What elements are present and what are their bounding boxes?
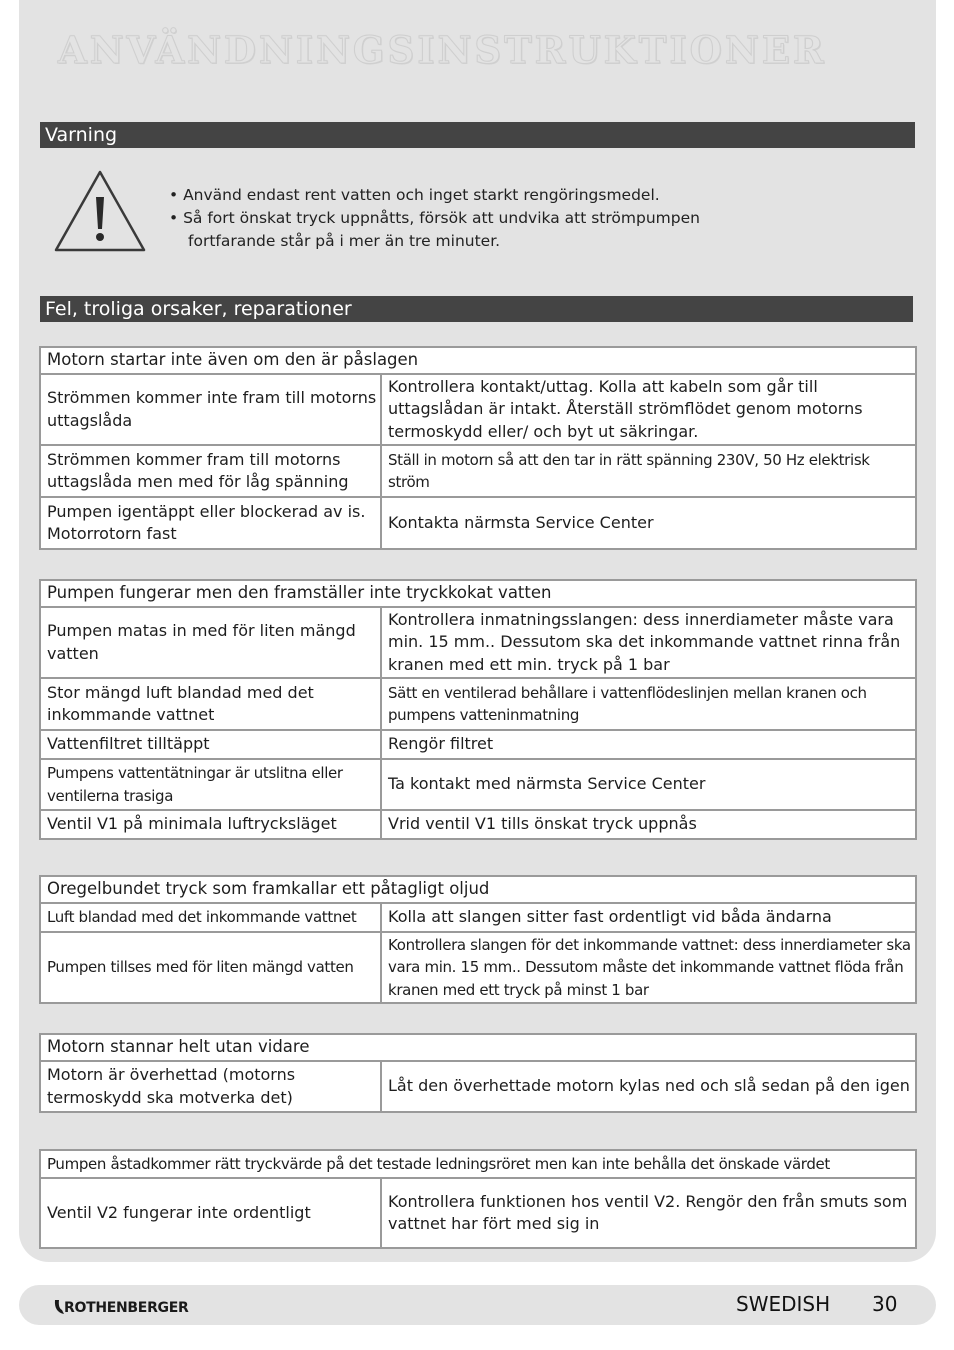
cause-cell: Pumpen matas in med för liten mängd vatten <box>40 607 381 678</box>
remedy-cell: Kolla att slangen sitter fast ordentligt vid båda ändarna <box>381 903 916 932</box>
cause-cell: Strömmen kommer fram till motorns uttagslåda men med för låg spänning <box>40 445 381 497</box>
remedy-cell: Kontrollera kontakt/uttag. Kolla att kabeln som går till uttagslådan är intakt. Återställ strömflödet genom motorns termoskydd eller/ och byt ut säkringar. <box>381 374 916 445</box>
remedy-cell: Vrid ventil V1 tills önskat tryck uppnås <box>381 810 916 839</box>
warning-bullet-continuation: fortfarande står på i mer än tre minuter. <box>188 232 501 250</box>
remedy-cell: Kontrollera slangen för det inkommande vattnet: dess innerdiameter ska vara min. 15 mm.. Dessutom måste det inkommande vattnet flöda från kranen med ett tryck på minst 1 bar <box>381 932 916 1003</box>
language-label: SWEDISH <box>736 1292 831 1316</box>
remedy-cell: Låt den överhettade motorn kylas ned och slå sedan på den igen <box>381 1061 916 1112</box>
remedy-cell: Ställ in motorn så att den tar in rätt spänning 230V, 50 Hz elektrisk ström <box>381 445 916 497</box>
cause-cell: Pumpen igentäppt eller blockerad av is. Motorrotorn fast <box>40 497 381 549</box>
fault-table <box>39 346 917 550</box>
page-title: ANVÄNDNINGSINSTRUKTIONER <box>58 28 827 72</box>
cause-cell: Vattenfiltret tilltäppt <box>40 730 381 759</box>
warning-triangle-icon <box>53 169 147 253</box>
remedy-cell: Kontrollera inmatningsslangen: dess innerdiameter måste vara min. 15 mm.. Dessutom ska det inkommande vattnet rinna från kranen med ett min. tryck på 1 bar <box>381 607 916 678</box>
remedy-cell: Rengör filtret <box>381 730 916 759</box>
cause-cell: Motorn är överhettad (motorns termoskydd ska motverka det) <box>40 1061 381 1112</box>
cause-cell: Luft blandad med det inkommande vattnet <box>40 903 381 932</box>
cause-cell: Pumpen tillses med för liten mängd vatten <box>40 932 381 1003</box>
cause-cell: Pumpens vattentätningar är utslitna eller ventilerna trasiga <box>40 759 381 810</box>
fault-table-title: Pumpen åstadkommer rätt tryckvärde på det testade ledningsröret men kan inte behålla det önskade värdet <box>40 1150 916 1178</box>
remedy-cell: Kontrollera funktionen hos ventil V2. Rengör den från smuts som vattnet har fört med sig in <box>381 1178 916 1248</box>
warning-bullet: • Använd endast rent vatten och inget starkt rengöringsmedel. <box>169 186 660 204</box>
fault-table <box>39 579 917 840</box>
cause-cell: Ventil V2 fungerar inte ordentligt <box>40 1178 381 1248</box>
warning-list <box>169 184 729 253</box>
remedy-cell: Kontakta närmsta Service Center <box>381 497 916 549</box>
remedy-cell: Ta kontakt med närmsta Service Center <box>381 759 916 810</box>
warning-bullet: • Så fort önskat tryck uppnåtts, försök att undvika att strömpumpen <box>169 209 700 227</box>
faults-heading: Fel, troliga orsaker, reparationer <box>40 296 913 322</box>
fault-table-title: Motorn stannar helt utan vidare <box>40 1034 916 1061</box>
cause-cell: Strömmen kommer inte fram till motorns uttagslåda <box>40 374 381 445</box>
cause-cell: Ventil V1 på minimala luftrycksläget <box>40 810 381 839</box>
remedy-cell: Sätt en ventilerad behållare i vattenflödeslinjen mellan kranen och pumpens vatteninmatning <box>381 678 916 730</box>
fault-table <box>39 875 917 1004</box>
fault-table <box>39 1033 917 1113</box>
fault-table-title: Pumpen fungerar men den framställer inte tryckkokat vatten <box>40 580 916 607</box>
logo-text: ROTHENBERGER <box>64 1300 189 1316</box>
page-number: 30 <box>872 1292 898 1316</box>
rothenberger-logo <box>52 1294 212 1320</box>
warning-heading: Varning <box>40 122 915 148</box>
fault-table-title: Motorn startar inte även om den är påslagen <box>40 347 916 374</box>
fault-table-title: Oregelbundet tryck som framkallar ett påtagligt oljud <box>40 876 916 903</box>
fault-table <box>39 1149 917 1249</box>
cause-cell: Stor mängd luft blandad med det inkommande vattnet <box>40 678 381 730</box>
